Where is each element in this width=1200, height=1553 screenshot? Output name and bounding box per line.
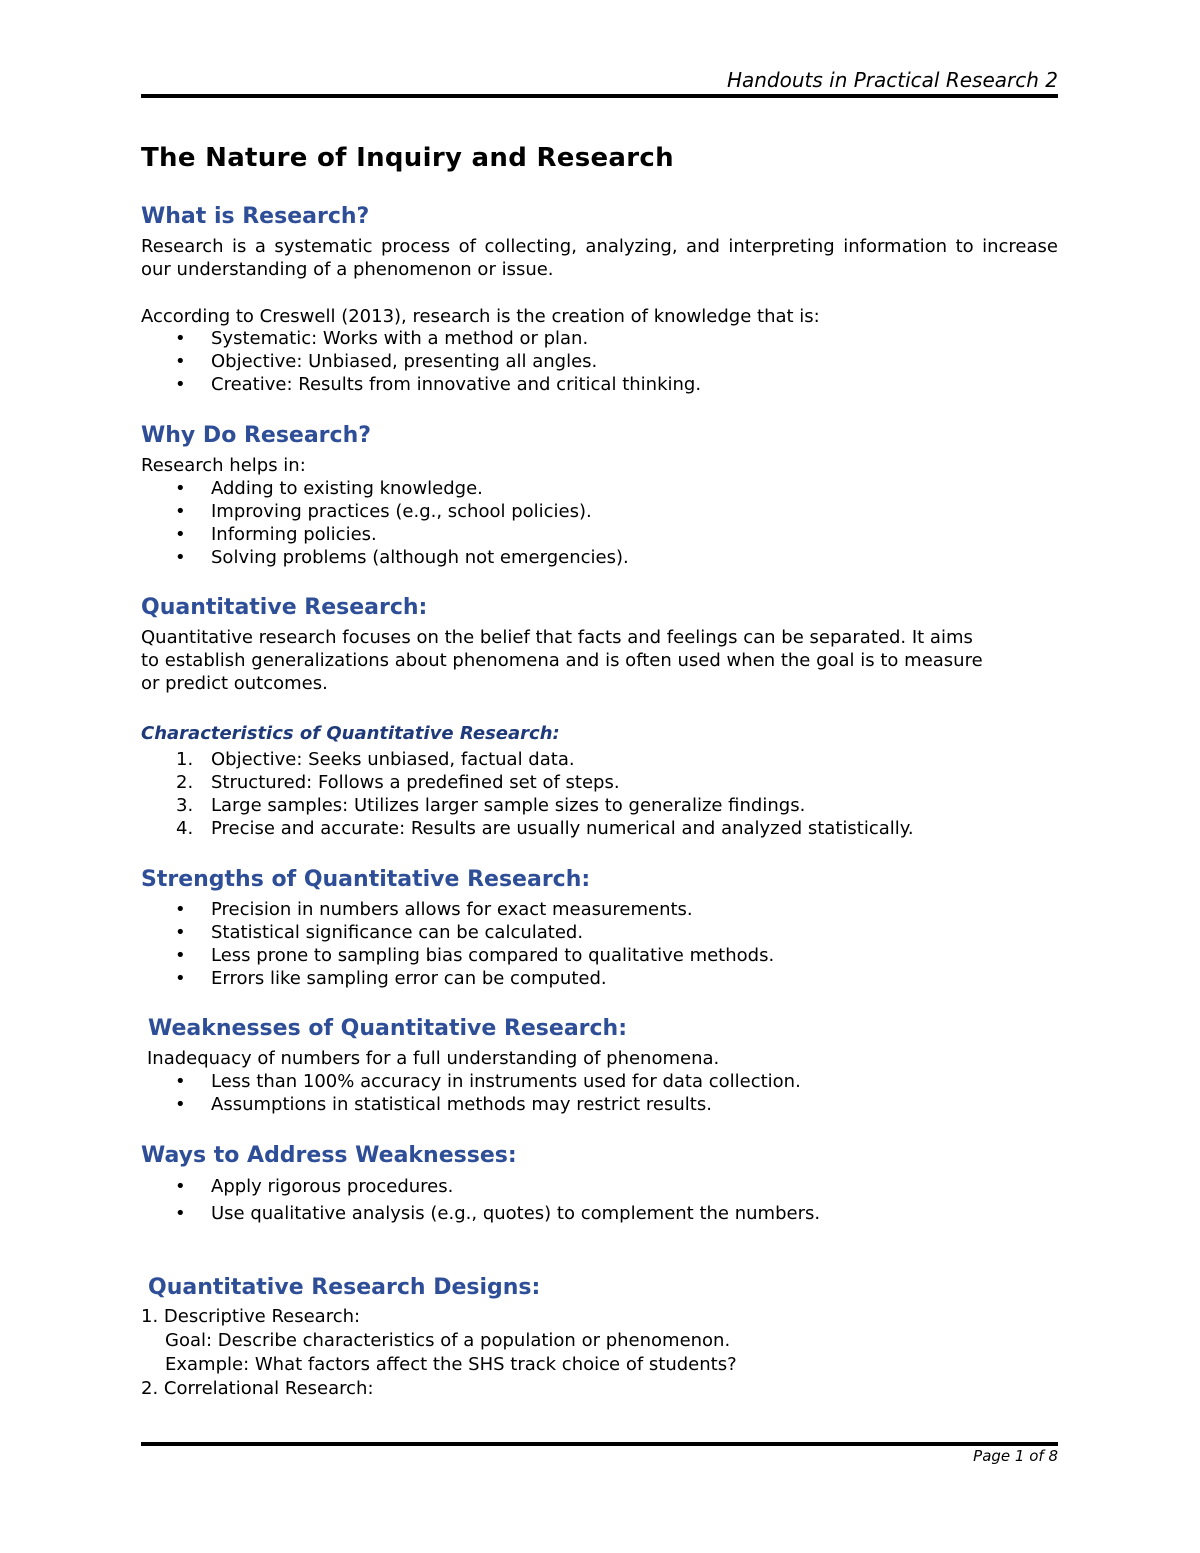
- header-rule: [141, 94, 1058, 98]
- bullet-icon: •: [175, 478, 186, 499]
- list-number: 2.: [176, 772, 194, 793]
- list-item: • Less prone to sampling bias compared to qualitative methods.: [175, 945, 775, 966]
- list-item: • Improving practices (e.g., school policies).: [175, 501, 592, 522]
- heading-quantitative-research: Quantitative Research:: [141, 595, 428, 620]
- heading-characteristics: Characteristics of Quantitative Research:: [141, 723, 560, 744]
- design-item: 1. Descriptive Research:: [141, 1306, 361, 1327]
- bullet-icon: •: [175, 547, 186, 568]
- bullet-icon: •: [175, 1094, 186, 1115]
- design-item: 2. Correlational Research:: [141, 1378, 374, 1399]
- list-item: • Creative: Results from innovative and critical thinking.: [175, 374, 702, 395]
- bullet-icon: •: [175, 524, 186, 545]
- list-item: • Solving problems (although not emergencies).: [175, 547, 629, 568]
- list-number: 3.: [176, 795, 194, 816]
- creswell-list: [141, 327, 1058, 396]
- bullet-icon: •: [175, 922, 186, 943]
- list-item: • Precision in numbers allows for exact measurements.: [175, 899, 693, 920]
- footer-rule: [141, 1442, 1058, 1446]
- list-item: • Informing policies.: [175, 524, 377, 545]
- list-item: • Objective: Unbiased, presenting all angles.: [175, 351, 598, 372]
- list-item: 2. Structured: Follows a predefined set of steps.: [176, 772, 620, 793]
- bullet-icon: •: [175, 374, 186, 395]
- heading-weaknesses: Weaknesses of Quantitative Research:: [148, 1016, 628, 1041]
- bullet-icon: •: [175, 968, 186, 989]
- paragraph-line: to establish generalizations about phenomena and is often used when the goal is to measure: [141, 650, 983, 671]
- address-list: [141, 1175, 1058, 1225]
- designs-list: [141, 1305, 1058, 1401]
- paragraph-line: or predict outcomes.: [141, 673, 328, 694]
- bullet-icon: •: [175, 351, 186, 372]
- document-title: The Nature of Inquiry and Research: [141, 143, 674, 173]
- list-item: • Systematic: Works with a method or plan.: [175, 328, 589, 349]
- list-number: 4.: [176, 818, 194, 839]
- why-list: [141, 477, 1058, 569]
- bullet-icon: •: [175, 1176, 186, 1197]
- list-item: • Errors like sampling error can be computed.: [175, 968, 607, 989]
- list-item: 1. Objective: Seeks unbiased, factual data.: [176, 749, 575, 770]
- heading-address-weaknesses: Ways to Address Weaknesses:: [141, 1143, 517, 1168]
- list-item: • Assumptions in statistical methods may restrict results.: [175, 1094, 712, 1115]
- list-item: • Adding to existing knowledge.: [175, 478, 483, 499]
- list-item: • Less than 100% accuracy in instruments used for data collection.: [175, 1071, 801, 1092]
- bullet-icon: •: [175, 1203, 186, 1224]
- running-header: Handouts in Practical Research 2: [726, 68, 1058, 92]
- list-number: 1.: [176, 749, 194, 770]
- bullet-icon: •: [175, 1071, 186, 1092]
- what-is-research-paragraph: Research is a systematic process of collecting, analyzing, and interpreting information to increase our understanding of a phenomenon or issue.: [141, 236, 1058, 280]
- heading-strengths: Strengths of Quantitative Research:: [141, 867, 591, 892]
- weaknesses-list: [141, 1070, 1058, 1116]
- bullet-icon: •: [175, 899, 186, 920]
- creswell-intro: According to Creswell (2013), research is the creation of knowledge that is:: [141, 306, 820, 327]
- bullet-icon: •: [175, 501, 186, 522]
- heading-what-is-research: What is Research?: [141, 204, 370, 229]
- design-detail: Goal: Describe characteristics of a population or phenomenon.: [165, 1330, 731, 1351]
- page-number: Page 1 of 8: [973, 1447, 1058, 1465]
- weaknesses-intro: Inadequacy of numbers for a full understanding of phenomena.: [147, 1048, 720, 1069]
- strengths-list: [141, 898, 1058, 990]
- paragraph-line: Quantitative research focuses on the belief that facts and feelings can be separated. It aims: [141, 627, 973, 648]
- heading-why-do-research: Why Do Research?: [141, 423, 372, 448]
- list-item: 3. Large samples: Utilizes larger sample sizes to generalize findings.: [176, 795, 806, 816]
- list-item: • Statistical significance can be calculated.: [175, 922, 584, 943]
- list-item: 4. Precise and accurate: Results are usually numerical and analyzed statistically.: [176, 818, 914, 839]
- design-detail: Example: What factors affect the SHS track choice of students?: [165, 1354, 737, 1375]
- list-item: • Use qualitative analysis (e.g., quotes) to complement the numbers.: [175, 1203, 821, 1224]
- bullet-icon: •: [175, 945, 186, 966]
- heading-designs: Quantitative Research Designs:: [148, 1275, 541, 1300]
- characteristics-list: [141, 748, 1058, 840]
- quantitative-paragraph: [141, 626, 1058, 695]
- list-item: • Apply rigorous procedures.: [175, 1176, 454, 1197]
- why-intro: Research helps in:: [141, 455, 306, 476]
- bullet-icon: •: [175, 328, 186, 349]
